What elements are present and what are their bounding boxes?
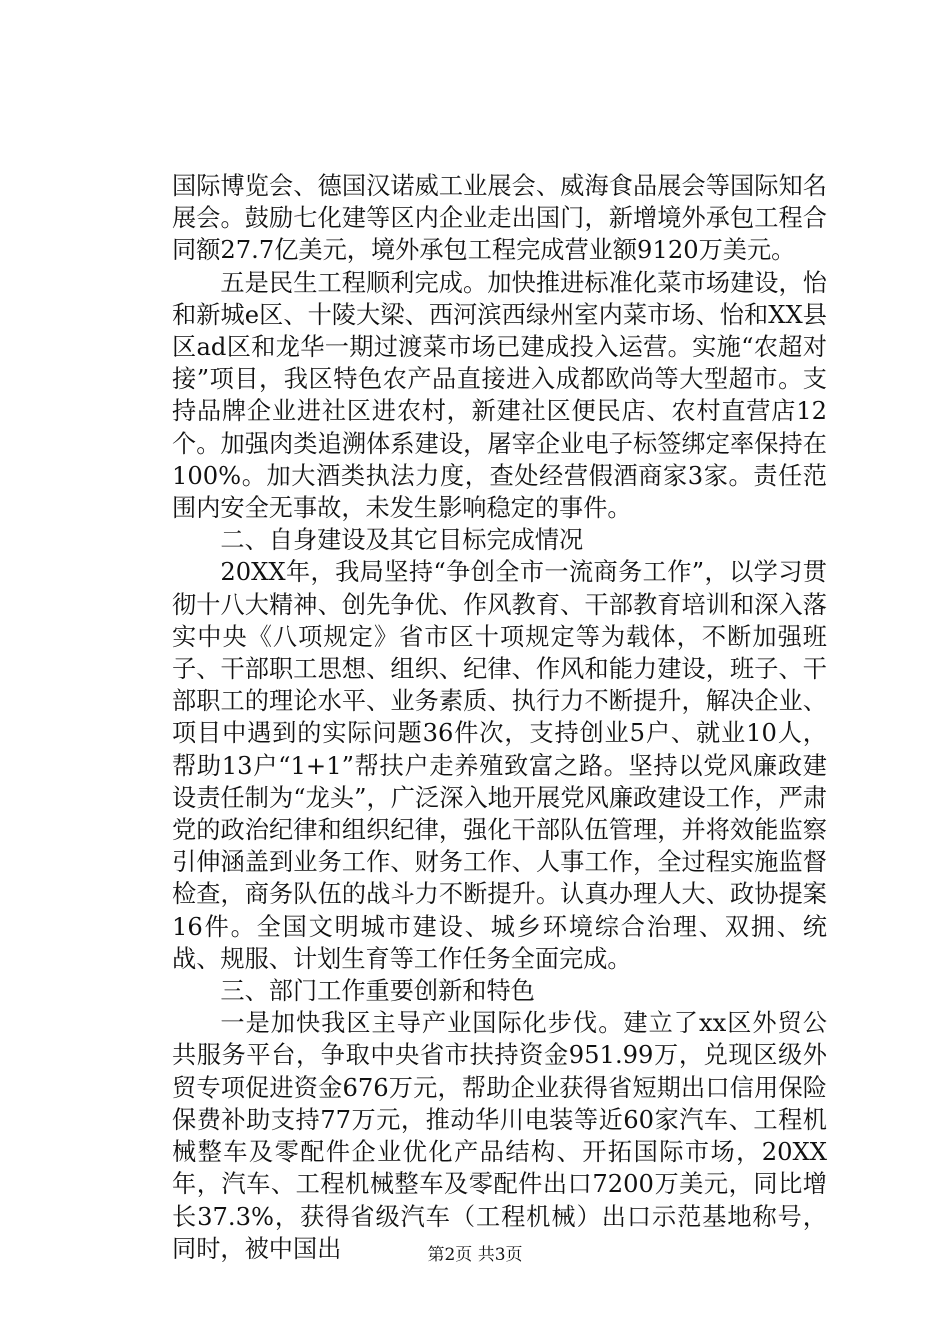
document-body — [172, 170, 827, 1265]
paragraph-self-construction: 20XX年，我局坚持“争创全市一流商务工作”，以学习贯彻十八大精神、创先争优、作风教育、干部教育培训和深入落实中央《八项规定》省市区十项规定等为载体，不断加强班子、干部职工思想、组织、纪律、作风和能力建设，班子、干部职工的理论水平、业务素质、执行力不断提升，解决企业、项目中遇到的实际问题36件次，支持创业5户、就业10人，帮助13户“1+1”帮扶户走养殖致富之路。坚持以党风廉政建设责任制为“龙头”，广泛深入地开展党风廉政建设工作，严肃党的政治纪律和组织纪律，强化干部队伍管理，并将效能监察引伸涵盖到业务工作、财务工作、人事工作，全过程实施监督检查，商务队伍的战斗力不断提升。认真办理人大、政协提案16件。全国文明城市建设、城乡环境综合治理、双拥、统战、规服、计划生育等工作任务全面完成。 — [172, 558, 827, 973]
section-heading-self-construction: 二、自身建设及其它目标完成情况 — [220, 526, 584, 555]
paragraph-livelihood-projects: 五是民生工程顺利完成。加快推进标准化菜市场建设，怡和新城e区、十陵大梁、西河滨西绿州室内菜市场、怡和XX县区ad区和龙华一期过渡菜市场已建成投入运营。实施“农超对接”项目，我区特色农产品直接进入成都欧尚等大型超市。支持品牌企业进社区进农村，新建社区便民店、农村直营店12个。加强肉类追溯体系建设，屠宰企业电子标签绑定率保持在100%。加大酒类执法力度，查处经营假酒商家3家。责任范围内安全无事故，未发生影响稳定的事件。 — [172, 268, 827, 523]
section-heading-innovation: 三、部门工作重要创新和特色 — [220, 977, 535, 1006]
paragraph-internationalization: 一是加快我区主导产业国际化步伐。建立了xx区外贸公共服务平台，争取中央省市扶持资金951.99万，兑现区级外贸专项促进资金676万元，帮助企业获得省短期出口信用保险保费补助支持77万元，推动华川电装等近60家汽车、工程机械整车及零配件企业优化产品结构、开拓国际市场，20XX年，汽车、工程机械整车及零配件出口7200万美元，同比增长37.3%，获得省级汽车（工程机械）出口示范基地称号，同时，被中国出 — [172, 1009, 827, 1263]
page-number-footer: 第2页 共3页 — [427, 1245, 523, 1265]
paragraph-trade-fairs: 国际博览会、德国汉诺威工业展会、威海食品展会等国际知名展会。鼓励七化建等区内企业走出国门，新增境外承包工程合同额27.7亿美元，境外承包工程完成营业额9120万美元。 — [172, 172, 827, 265]
